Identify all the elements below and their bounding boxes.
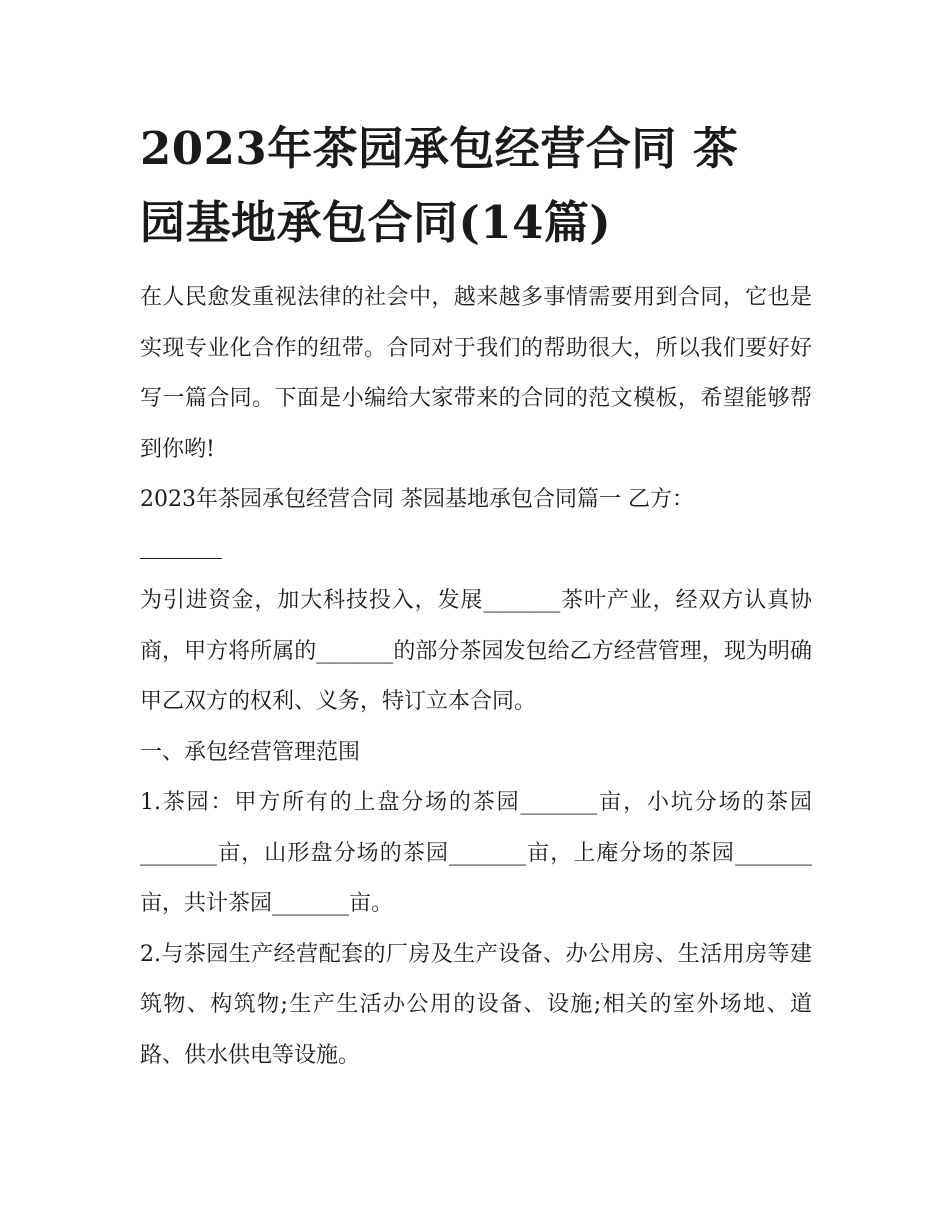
scope-item-1: 1.茶园：甲方所有的上盘分场的茶园_______亩，小坑分场的茶园_______亩，山形盘分场的茶园_______亩，上庵分场的茶园_______亩，共计茶园_______亩。 [140,790,812,916]
purpose-paragraph: 为引进资金，加大科技投入，发展_______茶叶产业，经双方认真协商，甲方将所属的_______的部分茶园发包给乙方经营管理，现为明确甲乙双方的权利、义务，特订立本合同。 [140,588,812,714]
party-b-blank [140,526,812,577]
scope-item-2: 2.与茶园生产经营配套的厂房及生产设备、办公用房、生活用房等建筑物、构筑物;生产生活办公用的设备、设施;相关的室外场地、道路、供水供电等设施。 [140,941,812,1068]
contract-heading: 2023年茶园承包经营合同 茶园基地承包合同篇一 乙方： [140,487,694,512]
title-line-2-suffix: (14篇) [458,196,612,249]
blank-underline [140,558,222,559]
title-line-2-prefix: 园基地承包合同 [140,196,459,249]
section-heading-scope: 一、承包经营管理范围 [140,739,361,765]
document-body [140,273,812,1081]
title-line-1: 2023年茶园承包经营合同 茶 [140,122,739,175]
document-title [140,112,820,260]
intro-paragraph: 在人民愈发重视法律的社会中，越来越多事情需要用到合同，它也是实现专业化合作的纽带。合同对于我们的帮助很大，所以我们要好好写一篇合同。下面是小编给大家带来的合同的范文模板，希望能够帮到你哟! [140,285,812,462]
